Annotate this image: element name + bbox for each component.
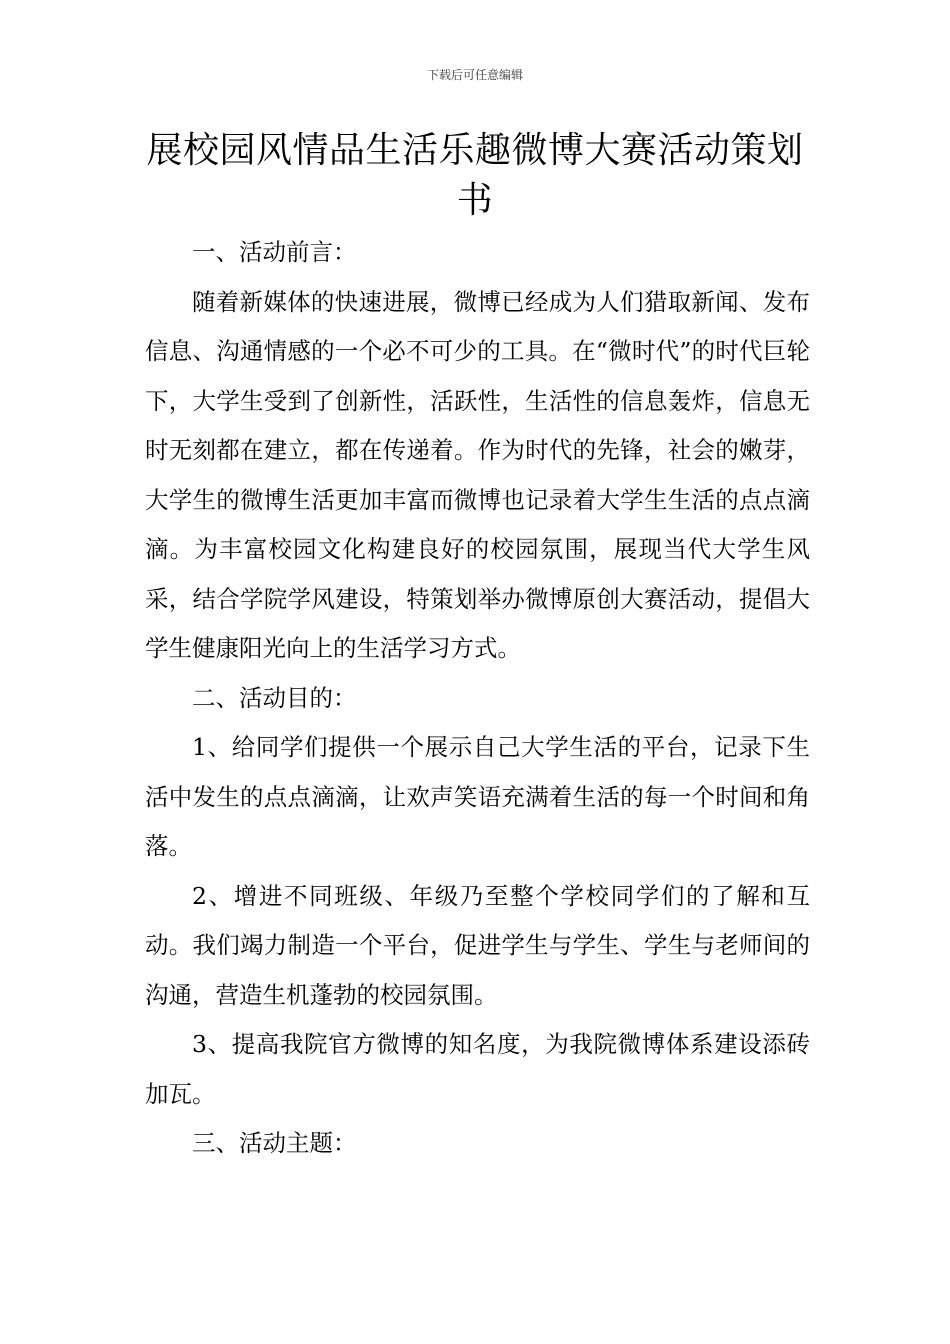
paragraph-purpose-1: 1、给同学们提供一个展示自己大学生活的平台，记录下生活中发生的点点滴滴，让欢声笑语充满着生活的每一个时间和角落。 xyxy=(145,733,810,860)
page-header-note: 下载后可任意编辑 xyxy=(426,68,523,82)
document-title: 展校园风情品生活乐趣微博大赛活动策划书 xyxy=(146,130,804,221)
section-heading-purpose: 二、活动目的： xyxy=(192,683,357,712)
paragraph-preface: 随着新媒体的快速进展，微博已经成为人们猎取新闻、发布信息、沟通情感的一个必不可少的工具。在“微时代”的时代巨轮下，大学生受到了创新性，活跃性，生活性的信息轰炸，信息无时无刻都在建立，都在传递着。作为时代的先锋，社会的嫩芽，大学生的微博生活更加丰富而微博也记录着大学生生活的点点滴滴。为丰富校园文化构建良好的校园氛围，展现当代大学生风采，结合学院学风建设，特策划举办微博原创大赛活动，提倡大学生健康阳光向上的生活学习方式。 xyxy=(145,287,810,662)
paragraph-purpose-2: 2、增进不同班级、年级乃至整个学校同学们的了解和互动。我们竭力制造一个平台，促进学生与学生、学生与老师间的沟通，营造生机蓬勃的校园氛围。 xyxy=(145,881,810,1009)
document-body xyxy=(145,228,810,1169)
section-heading-theme: 三、活动主题： xyxy=(192,1129,357,1157)
section-heading-preface: 一、活动前言： xyxy=(192,238,357,266)
paragraph-purpose-3: 3、提高我院官方微博的知名度，为我院微博体系建设添砖加瓦。 xyxy=(145,1030,810,1108)
